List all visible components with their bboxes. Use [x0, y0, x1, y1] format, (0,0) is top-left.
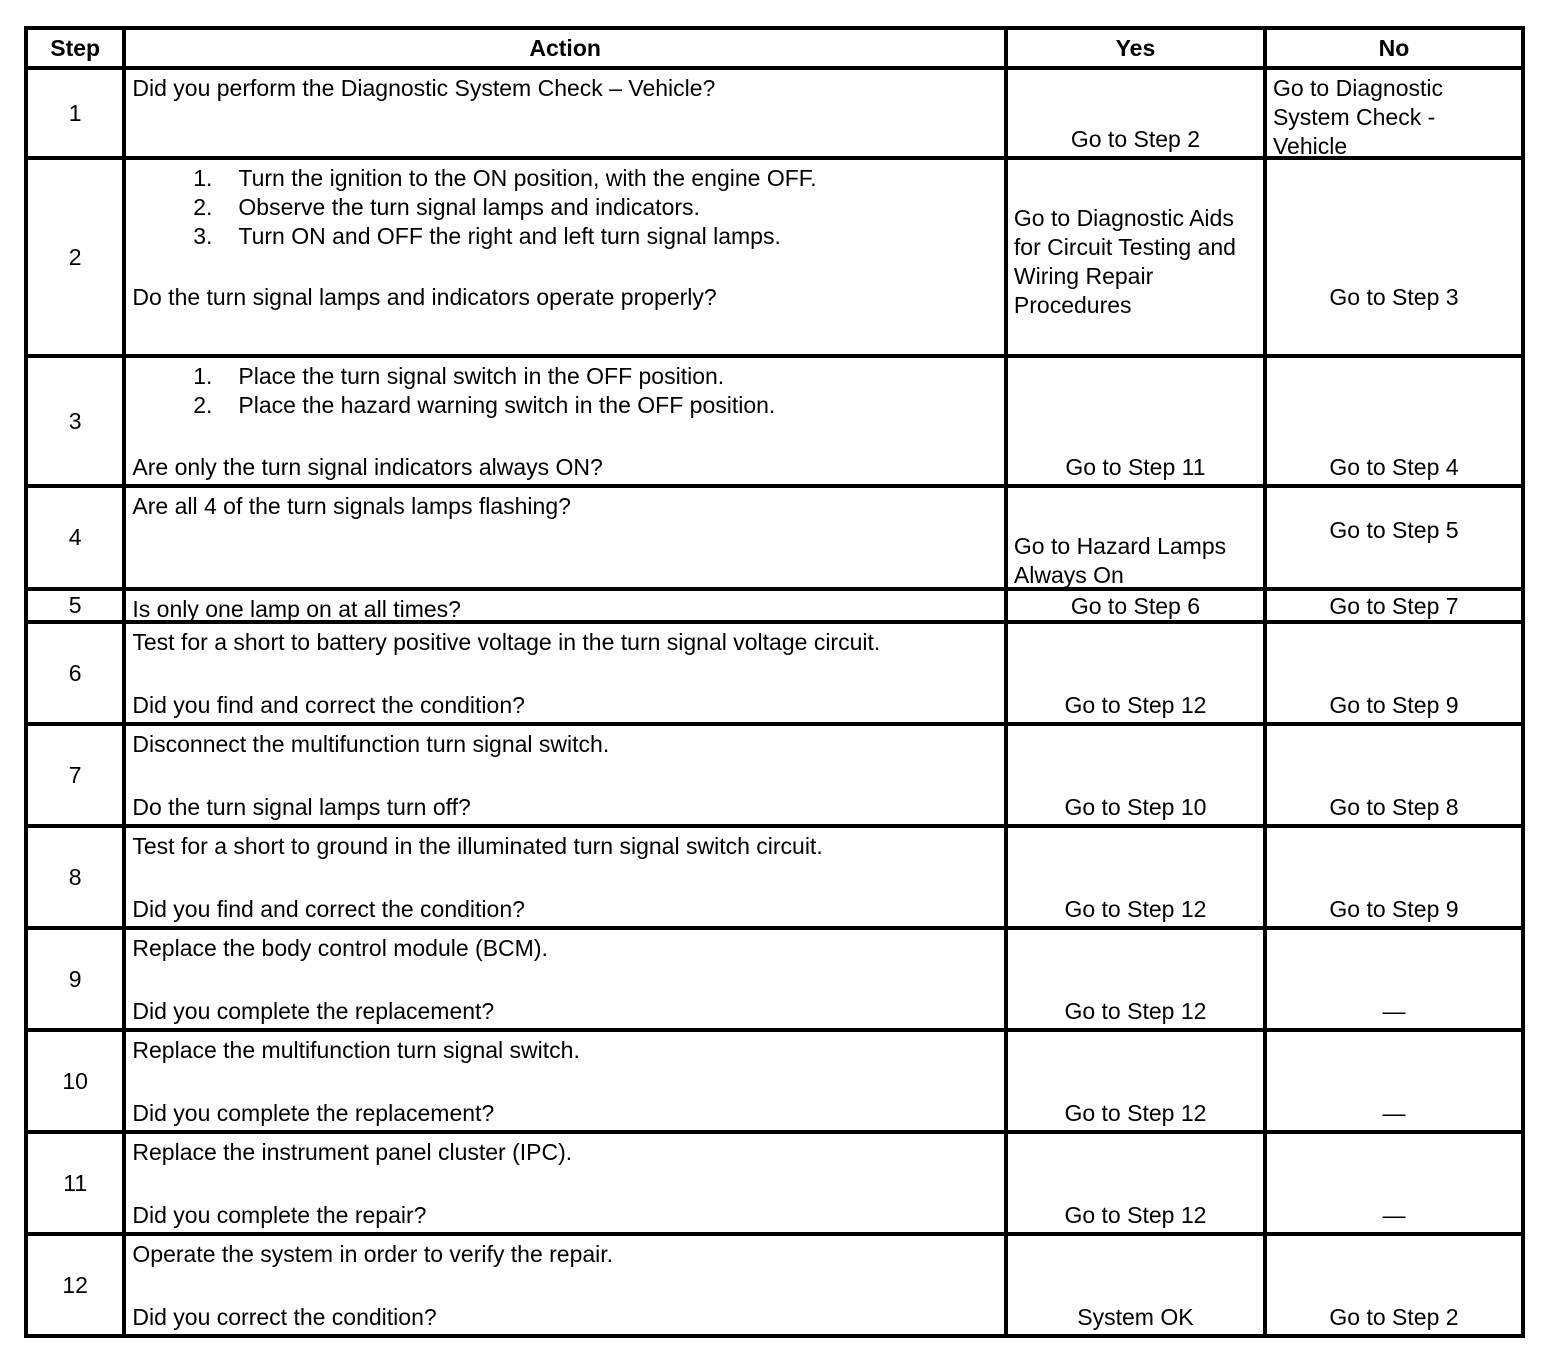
header-no: No — [1265, 28, 1523, 68]
step-number: 10 — [26, 1030, 124, 1132]
yes-result — [1006, 1030, 1265, 1132]
table-row — [26, 589, 1523, 622]
action-question: Do the turn signal lamps and indicators operate properly? — [132, 284, 717, 310]
list-item — [132, 222, 998, 251]
no-result-text: — — [1382, 1100, 1406, 1126]
yes-result-text: Go to Step 2 — [1070, 126, 1200, 152]
yes-result-text: Go to Step 11 — [1065, 454, 1206, 480]
step-number: 11 — [26, 1132, 124, 1234]
procedure-list — [132, 362, 998, 420]
action-question: Do the turn signal lamps turn off? — [132, 794, 471, 820]
action-cell — [124, 826, 1006, 928]
yes-result — [1006, 826, 1265, 928]
list-item-text: Place the turn signal switch in the OFF position. — [238, 363, 725, 389]
list-item-text: Turn ON and OFF the right and left turn signal lamps. — [238, 223, 781, 249]
action-cell — [124, 589, 1006, 622]
action-question: Are only the turn signal indicators always ON? — [132, 454, 603, 480]
no-result — [1265, 356, 1523, 486]
table-row — [26, 622, 1523, 724]
no-result-text: Go to Step 3 — [1329, 284, 1459, 310]
yes-result-text: Go to Step 12 — [1064, 692, 1207, 718]
action-cell — [124, 622, 1006, 724]
action-question: Did you complete the replacement? — [132, 1100, 495, 1126]
header-step: Step — [26, 28, 124, 68]
action-question: Did you find and correct the condition? — [132, 692, 525, 718]
list-item — [132, 193, 998, 222]
yes-result — [1006, 486, 1265, 589]
action-instruction: Disconnect the multifunction turn signal switch. — [132, 731, 610, 757]
no-result — [1265, 622, 1523, 724]
step-number: 8 — [26, 826, 124, 928]
action-instruction: Are all 4 of the turn signals lamps flashing? — [132, 493, 571, 519]
table-row — [26, 1030, 1523, 1132]
table-row — [26, 356, 1523, 486]
list-item-text: Observe the turn signal lamps and indicators. — [238, 194, 700, 220]
table-row — [26, 1234, 1523, 1336]
action-cell — [124, 1234, 1006, 1336]
list-item-number: 3. — [193, 223, 213, 249]
action-cell — [124, 356, 1006, 486]
action-instruction: Did you perform the Diagnostic System Check – Vehicle? — [132, 75, 716, 101]
header-action: Action — [124, 28, 1006, 68]
action-cell — [124, 724, 1006, 826]
no-result — [1265, 826, 1523, 928]
step-number: 2 — [26, 158, 124, 356]
table-row — [26, 486, 1523, 589]
step-number: 3 — [26, 356, 124, 486]
action-question: Did you find and correct the condition? — [132, 896, 525, 922]
action-cell — [124, 1030, 1006, 1132]
action-cell — [124, 68, 1006, 158]
no-result — [1265, 928, 1523, 1030]
no-result-text: Go to Step 2 — [1329, 1304, 1459, 1330]
list-item-number: 1. — [193, 165, 213, 191]
yes-result — [1006, 724, 1265, 826]
step-number: 4 — [26, 486, 124, 589]
yes-result-text: Go to Step 12 — [1064, 1100, 1207, 1126]
header-yes: Yes — [1006, 28, 1265, 68]
no-result — [1265, 486, 1523, 589]
yes-result — [1006, 589, 1265, 622]
list-item — [132, 164, 998, 193]
action-cell — [124, 928, 1006, 1030]
no-result-text: Go to Step 9 — [1329, 692, 1459, 718]
action-instruction: Replace the body control module (BCM). — [132, 935, 548, 961]
list-item-number: 1. — [193, 363, 213, 389]
no-result-text: Go to Step 8 — [1329, 794, 1459, 820]
list-item — [132, 362, 998, 391]
step-number: 7 — [26, 724, 124, 826]
action-instruction: Test for a short to battery positive voltage in the turn signal voltage circuit. — [132, 629, 881, 655]
yes-result — [1006, 68, 1265, 158]
step-number: 5 — [26, 589, 124, 622]
no-result — [1265, 1030, 1523, 1132]
step-number: 6 — [26, 622, 124, 724]
yes-result-text: Go to Step 12 — [1064, 1202, 1207, 1228]
yes-result — [1006, 1234, 1265, 1336]
action-cell — [124, 1132, 1006, 1234]
action-question: Did you correct the condition? — [132, 1304, 437, 1330]
yes-result — [1006, 622, 1265, 724]
no-result — [1265, 1234, 1523, 1336]
yes-result — [1006, 158, 1265, 356]
no-result — [1265, 1132, 1523, 1234]
action-cell — [124, 486, 1006, 589]
list-item-text: Turn the ignition to the ON position, with the engine OFF. — [238, 165, 817, 191]
no-result-text: Go to Step 7 — [1329, 592, 1459, 619]
header-row — [26, 28, 1523, 68]
no-result-text: Go to Step 4 — [1329, 454, 1459, 480]
no-result-text: Go to Step 5 — [1329, 517, 1459, 543]
no-result — [1265, 724, 1523, 826]
action-instruction: Is only one lamp on at all times? — [132, 596, 461, 622]
yes-result-text: Go to Step 12 — [1064, 896, 1207, 922]
step-number: 12 — [26, 1234, 124, 1336]
list-item-number: 2. — [193, 194, 213, 220]
action-instruction: Test for a short to ground in the illuminated turn signal switch circuit. — [132, 833, 823, 859]
table-row — [26, 826, 1523, 928]
action-question: Did you complete the repair? — [132, 1202, 427, 1228]
table-row — [26, 158, 1523, 356]
diagnostic-table — [24, 26, 1525, 1338]
list-item-text: Place the hazard warning switch in the OFF position. — [238, 392, 776, 418]
yes-result-text: Go to Diagnostic Aids for Circuit Testing and Wiring Repair Procedures — [1013, 205, 1236, 318]
list-item — [132, 391, 998, 420]
no-result-text: — — [1382, 998, 1406, 1024]
yes-result — [1006, 1132, 1265, 1234]
step-number: 1 — [26, 68, 124, 158]
yes-result-text: System OK — [1077, 1304, 1194, 1330]
no-result-text: Go to Diagnostic System Check - Vehicle — [1272, 75, 1443, 159]
no-result — [1265, 68, 1523, 158]
yes-result-text: Go to Step 10 — [1064, 794, 1207, 820]
action-instruction: Operate the system in order to verify the repair. — [132, 1241, 614, 1267]
no-result — [1265, 589, 1523, 622]
table-row — [26, 928, 1523, 1030]
action-cell — [124, 158, 1006, 356]
yes-result-text: Go to Step 6 — [1070, 592, 1200, 619]
yes-result — [1006, 928, 1265, 1030]
table-row — [26, 68, 1523, 158]
step-number: 9 — [26, 928, 124, 1030]
action-question: Did you complete the replacement? — [132, 998, 495, 1024]
list-item-number: 2. — [193, 392, 213, 418]
table-row — [26, 1132, 1523, 1234]
yes-result-text: Go to Hazard Lamps Always On — [1013, 533, 1227, 588]
action-instruction: Replace the multifunction turn signal switch. — [132, 1037, 580, 1063]
no-result-text: — — [1382, 1202, 1406, 1228]
table-row — [26, 724, 1523, 826]
yes-result — [1006, 356, 1265, 486]
procedure-list — [132, 164, 998, 251]
no-result-text: Go to Step 9 — [1329, 896, 1459, 922]
yes-result-text: Go to Step 12 — [1064, 998, 1207, 1024]
no-result — [1265, 158, 1523, 356]
action-instruction: Replace the instrument panel cluster (IPC). — [132, 1139, 573, 1165]
